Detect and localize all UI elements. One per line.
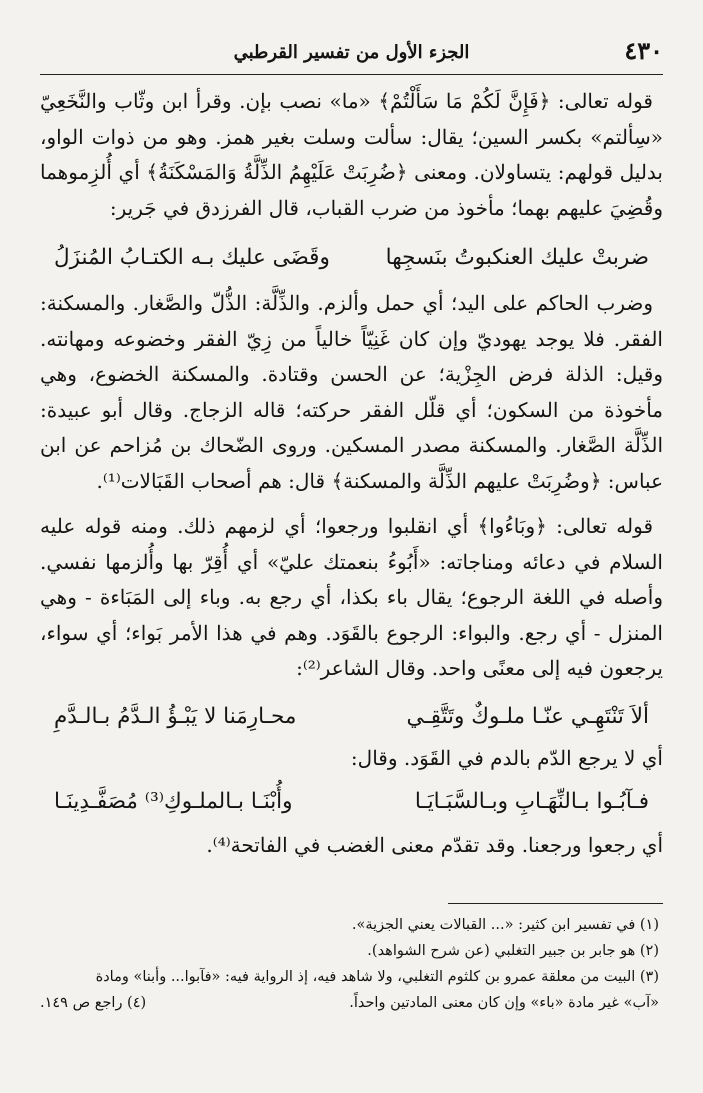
footnotes	[40, 912, 659, 1016]
footnote-tail-line	[40, 990, 659, 1016]
footnote-separator	[448, 903, 663, 904]
verse-3-second-hemistich: وأُبْنَـا بـالملـوكِ⁽³⁾ مُصَفَّـدِينَـا	[54, 789, 293, 814]
verse-2	[40, 695, 663, 739]
footnote-3: (٣) البيت من معلقة عمرو بن كلثوم التغلبي، ولا شاهد فيه، إذ الرواية فيه: «فآبوا... وأبنا» ومادة	[95, 969, 659, 985]
footnote-3-continuation: «آب» غير مادة «باء» وإن كان معنى المادتين واحداً.	[349, 995, 659, 1011]
paragraph-1: قوله تعالى: ﴿فَإِنَّ لَكُمْ مَا سَأَلْتُمْ﴾ «ما» نصب بإن. وقرأ ابن وثّاب والنَّخَعِيّ «سِألتم» بكسر السين؛ يقال: سألت وسلت بغير همز. وهو من ذوات الواو، بدليل قولهم: يتساولان. ومعنى ﴿ضُرِبَتْ عَلَيْهِمُ الذِّلَّةُ وَالمَسْكَنَةُ﴾ أي أُلزِموهما وقُضِيَ عليهم بهما؛ مأخوذ من ضرب القباب، قال الفرزدق في جَرير:	[40, 89, 663, 220]
verse-2-first-hemistich: ألاَ تَنْتَهِـي عنّـا ملـوكٌ وتَتَّقِـي	[406, 703, 649, 729]
verse-1-second-hemistich: وقَضَى عليك بـه الكتـابُ المُنزَلُ	[54, 245, 330, 270]
paragraph-2: وضرب الحاكم على اليد؛ أي حمل وألزم. والذِّلَّة: الذُّلّ والصَّغار. والمسكنة: الفقر. فلا يوجد يهوديّ وإن كان غَنِيّاً خالياً من زِيّ الفقر وخضوعه ومهانته. وقيل: الذلة فرض الجِزْية؛ عن الحسن وقتادة. والمسكنة الخضوع، وهي مأخوذة من السكون؛ أي قلّل الفقر حركته؛ قاله الزجاج. وقال أبو عبيدة: الذِّلَّة الصَّغار. والمسكنة مصدر المسكين. وروى الضّحاك بن مُزاحم عن ابن عباس: ﴿وضُرِبَتْ عليهم الذِّلَّة والمسكنة﴾ قال: هم أصحاب القَبَالات⁽¹⁾.	[40, 291, 664, 493]
verse-1	[40, 236, 663, 280]
footnote-4: (٤) راجع ص ١٤٩.	[40, 995, 147, 1011]
verse-1-first-hemistich: ضربتْ عليك العنكبوتُ بنَسجِها	[385, 245, 649, 270]
paragraph-3: قوله تعالى: ﴿وبَاءُوا﴾ أي انقلبوا ورجعوا؛ أي لزمهم ذلك. ومنه قوله عليه السلام في دعائه ومناجاته: «أَبُوءُ بنعمتك عليّ» أي أُقِرّ بها وأُلزمها نفسي. وأصله في اللغة الرجوع؛ يقال باء بكذا، أي رجع به. وباء إلى المَبَاءة - وهي المنزل - أي رجع. والبواء: الرجوع بالقَوَد. وهم في هذا الأمر بَواء؛ أي سواء، يرجعون فيه إلى معنًى واحد. وقال الشاعر⁽²⁾:	[40, 514, 663, 680]
verse-2-second-hemistich: محـارِمَنا لا يَبْـؤُ الـدَّمُ بـالـدَّمِ	[54, 703, 297, 729]
page-header	[40, 34, 663, 75]
running-title: الجزء الأول من تفسير القرطبي	[233, 42, 470, 63]
verse-explanation-line: أي لا يرجع الدّم بالدم في القَوَد. وقال:	[350, 745, 663, 770]
verse-3	[40, 780, 663, 824]
footnote-1: (١) في تفسير ابن كثير: «... القبالات يعني الجزية».	[351, 917, 659, 933]
page-body	[40, 84, 663, 864]
page-number: ٤٣٠	[624, 36, 663, 65]
closing-paragraph: أي رجعوا ورجعنا. وقد تقدّم معنى الغضب في الفاتحة⁽⁴⁾.	[206, 833, 663, 857]
verse-3-first-hemistich: فـآبُـوا بـالنِّهَـابِ وبـالسَّبَـايَـا	[414, 789, 649, 814]
footnote-2: (٢) هو جابر بن جبير التغلبي (عن شرح الشواهد).	[367, 943, 659, 959]
